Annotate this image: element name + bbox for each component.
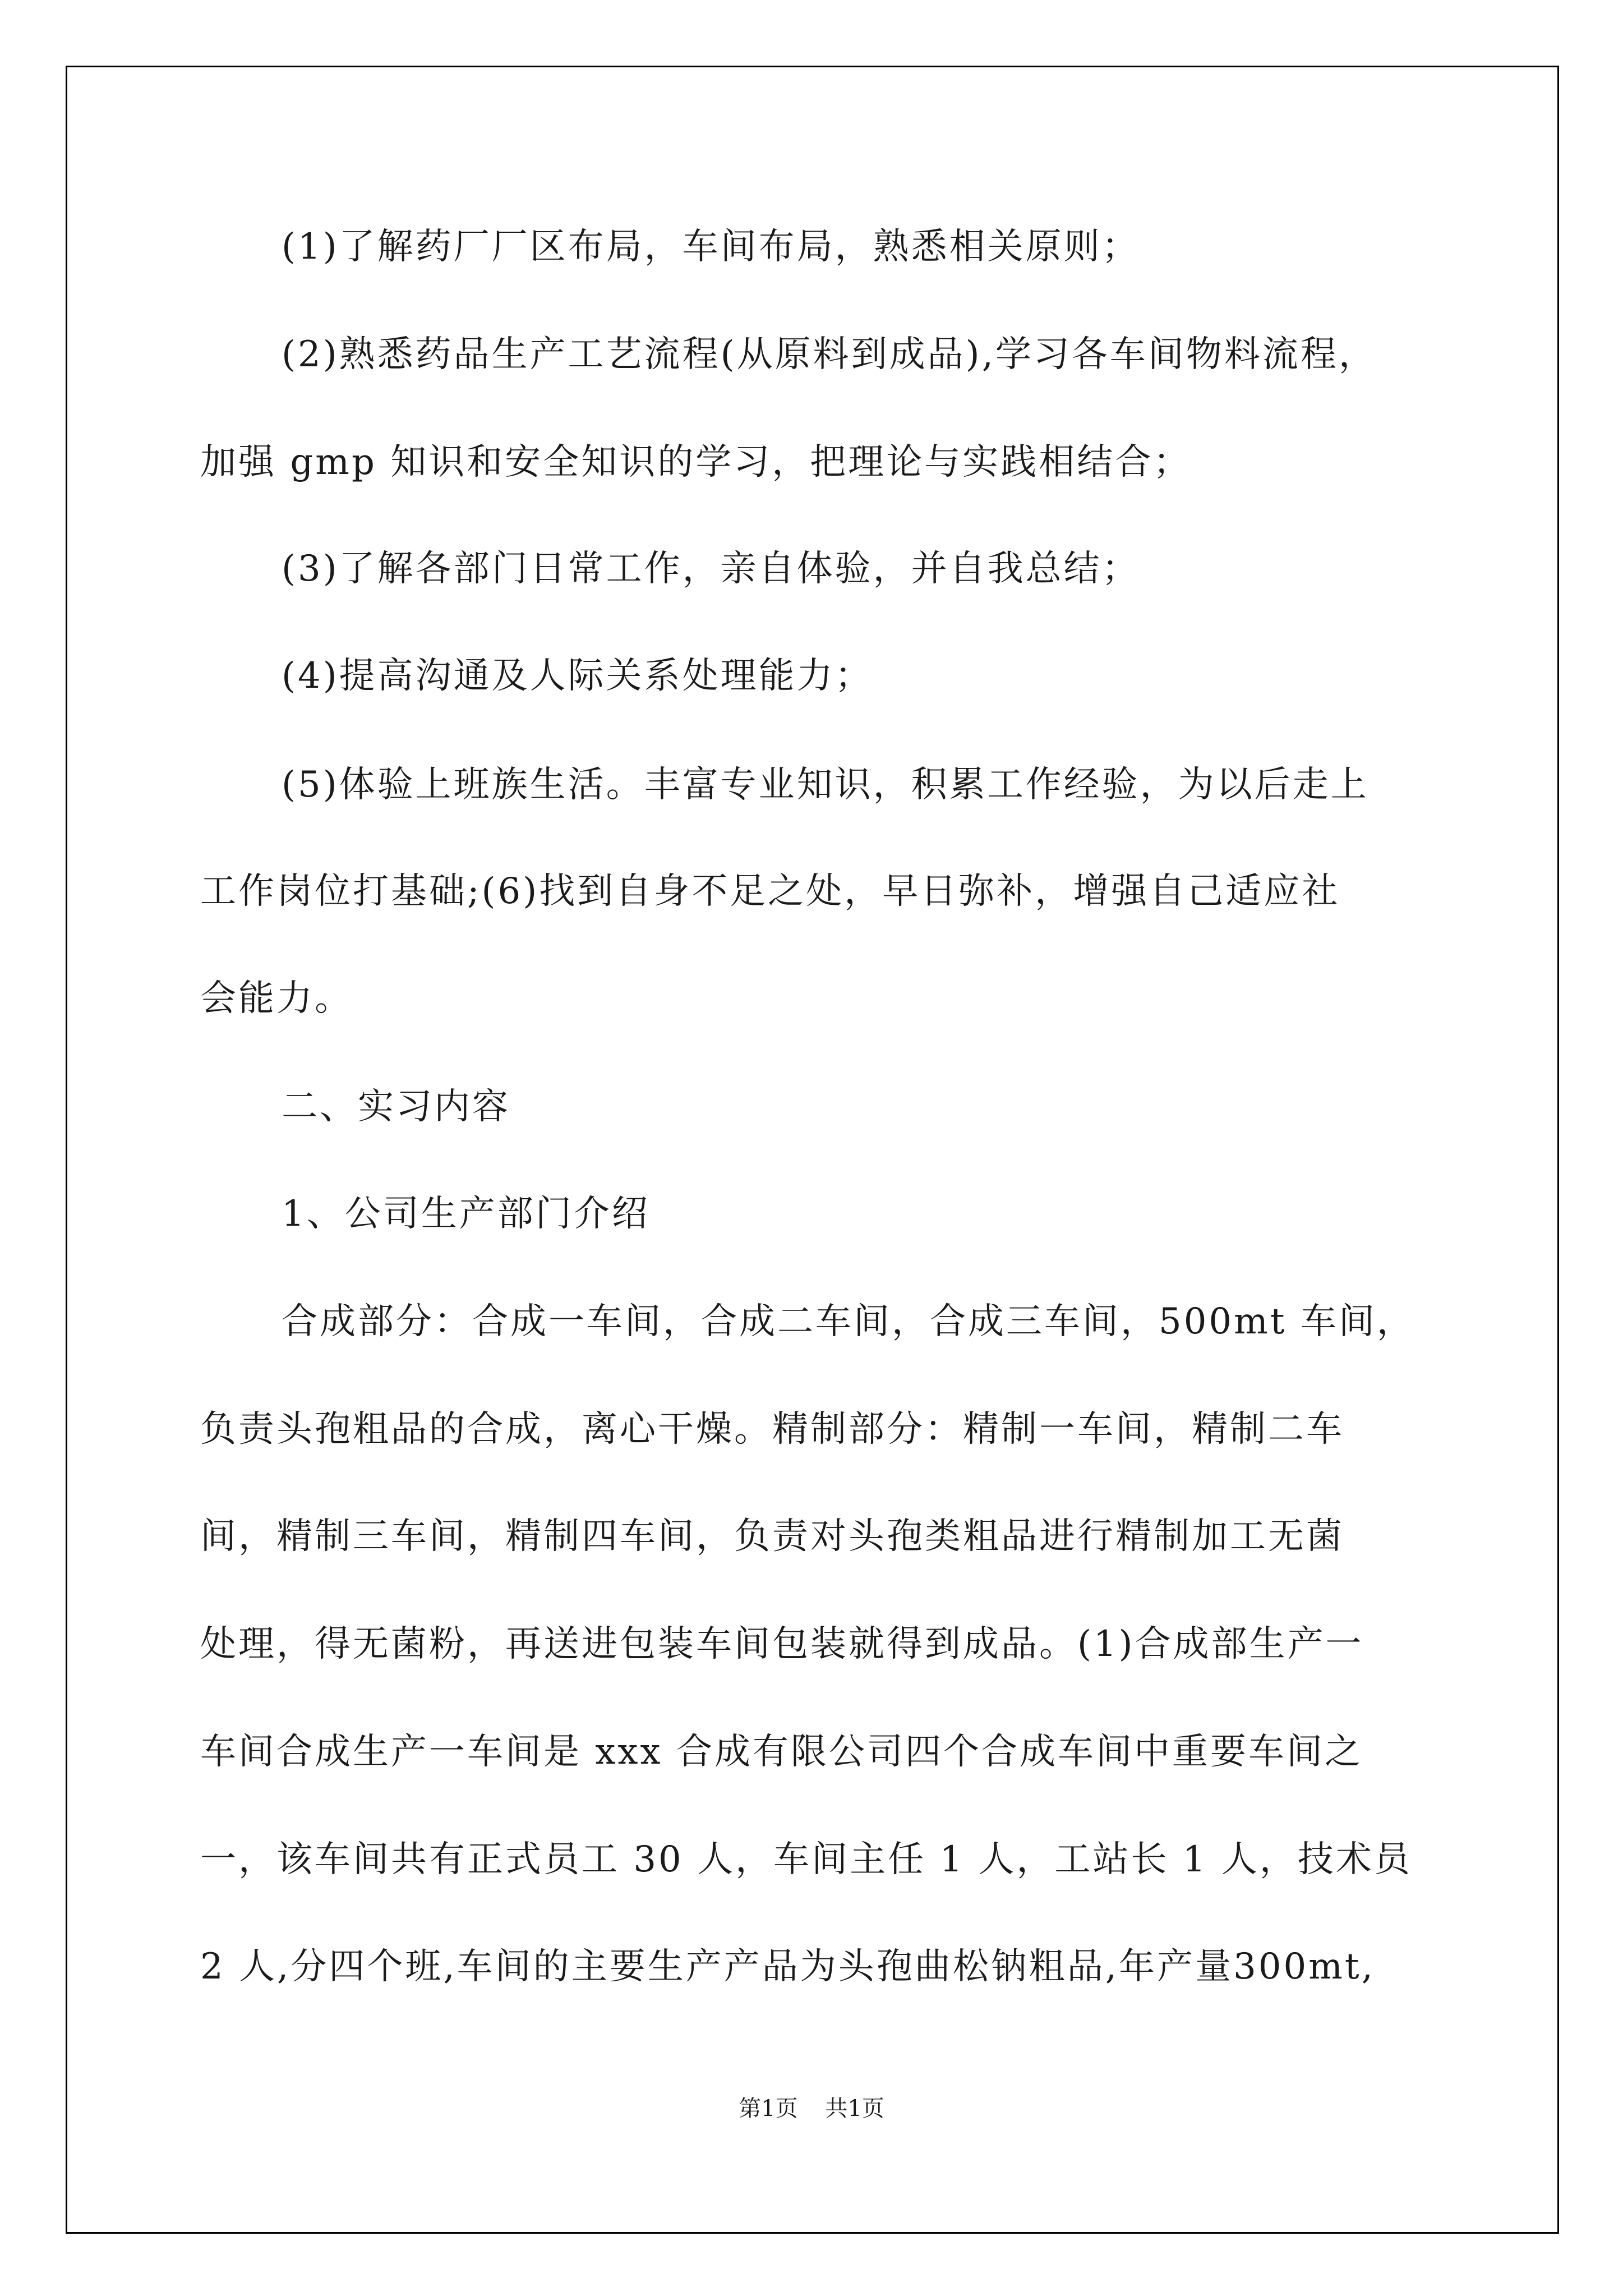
text-line: 间，精制三车间，精制四车间，负责对头孢类粗品进行精制加工无菌 (200, 1516, 1344, 1557)
text-line: 负责头孢粗品的合成，离心干燥。精制部分：精制一车间，精制二车 (200, 1409, 1344, 1450)
text-line: 会能力。 (200, 978, 353, 1019)
page-total: 共1页 (825, 2096, 884, 2122)
page-border (66, 66, 1559, 2234)
page-footer (0, 2091, 1623, 2123)
text-line: (2)熟悉药品生产工艺流程(从原料到成品),学习各车间物料流程， (282, 334, 1377, 375)
text-line: 2 人,分四个班,车间的主要生产产品为头孢曲松钠粗品,年产量300mt, (200, 1946, 1375, 1987)
text-line: 一，该车间共有正式员工 30 人，车间主任 1 人，工站长 1 人，技术员 (200, 1839, 1412, 1880)
text-line: 加强 gmp 知识和安全知识的学习，把理论与实践相结合； (200, 441, 1192, 483)
text-line: 车间合成生产一车间是 xxx 合成有限公司四个合成车间中重要车间之 (200, 1731, 1363, 1773)
text-line: 处理，得无菌粉，再送进包装车间包装就得到成品。(1)合成部生产一 (200, 1623, 1364, 1665)
subsection-heading: 1、公司生产部门介绍 (282, 1193, 650, 1235)
text-line: 工作岗位打基础;(6)找到自身不足之处，早日弥补，增强自己适应社 (200, 871, 1340, 912)
text-line: (4)提高沟通及人际关系处理能力； (282, 655, 873, 697)
text-line: (5)体验上班族生活。丰富专业知识，积累工作经验，为以后走上 (282, 764, 1369, 806)
text-line: (1)了解药厂厂区布局，车间布局，熟悉相关原则； (282, 226, 1140, 268)
page-number: 第1页 (739, 2096, 798, 2122)
text-line: 合成部分：合成一车间，合成二车间，合成三车间，500mt 车间， (282, 1301, 1415, 1342)
text-line: (3)了解各部门日常工作，亲自体验，并自我总结； (282, 548, 1140, 590)
section-heading: 二、实习内容 (282, 1086, 510, 1128)
